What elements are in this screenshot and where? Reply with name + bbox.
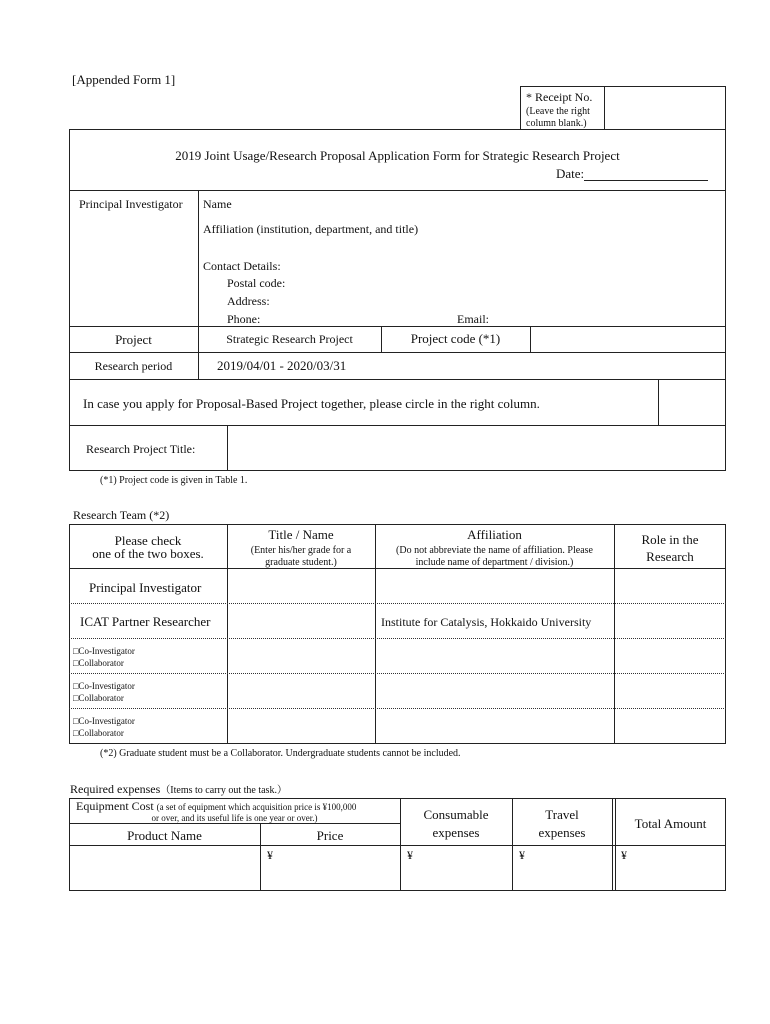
expenses-col-divider [615,798,616,891]
date-label: Date: [556,166,585,181]
title-name-note-2: graduate student.) [265,557,337,568]
consumable-yen-field[interactable]: ¥ [407,848,413,862]
receipt-divider [604,86,605,130]
price-yen-field[interactable]: ¥ [267,848,273,862]
affiliation-header: Affiliation [467,527,522,542]
pi-divider [198,190,199,326]
co-investigator-checkbox[interactable]: □Co-Investigator [73,681,135,691]
title-name-header: Title / Name [268,527,334,542]
team-row-pi-label: Principal Investigator [89,580,202,595]
project-code-label: Project code (*1) [410,331,501,346]
project-code-note: (*1) Project code is given in Table 1. [100,475,248,486]
check-header-1: Please check [114,533,182,548]
equipment-cost-header: Equipment Cost (a set of equipment which acquisition price is ¥100,000 [76,799,357,813]
role-header-2: Research [646,549,694,564]
row-divider [69,190,726,191]
row-divider [69,352,726,353]
research-team-heading: Research Team (*2) [73,508,170,522]
research-period-label: Research period [94,359,173,373]
equipment-cost-note: or over, and its useful life is one year or over.) [151,813,318,823]
total-yen-field[interactable]: ¥ [621,848,627,862]
project-divider [530,326,531,352]
row-divider [69,425,726,426]
check-header-2: one of the two boxes. [92,546,204,561]
project-label: Project [115,332,152,347]
role-header-1: Role in the [641,532,699,547]
date-line[interactable] [584,180,708,181]
travel-header-1: Travel [545,807,579,822]
equipment-divider [69,823,400,824]
receipt-label: * Receipt No. [526,90,593,104]
consumable-header-1: Consumable [423,807,489,822]
title-divider [227,425,228,471]
contact-details-label: Contact Details: [203,259,281,273]
team-row-divider [69,603,726,604]
appended-form-label: [Appended Form 1] [72,72,176,87]
travel-yen-field[interactable]: ¥ [519,848,525,862]
team-row-icat-label: ICAT Partner Researcher [80,614,211,629]
research-title-label: Research Project Title: [86,442,196,456]
collaborator-checkbox[interactable]: □Collaborator [73,728,124,738]
team-row-divider [69,673,726,674]
consumable-header-2: expenses [432,825,480,840]
email-field[interactable]: Email: [457,312,489,326]
expenses-row-divider [69,845,726,846]
pi-label: Principal Investigator [79,197,183,211]
proposal-based-text: In case you apply for Proposal-Based Project together, please circle in the right column. [83,396,540,411]
product-name-header: Product Name [127,828,202,843]
receipt-note-1: (Leave the right [526,106,590,117]
price-header: Price [316,828,344,843]
address-field[interactable]: Address: [227,294,270,308]
form-title: 2019 Joint Usage/Research Proposal Application Form for Strategic Research Project [175,148,620,163]
receipt-note-2: column blank.) [526,118,587,129]
research-period-value: 2019/04/01 - 2020/03/31 [217,358,347,373]
project-value: Strategic Research Project [226,332,353,346]
row-divider [69,326,726,327]
team-row-divider [69,708,726,709]
affiliation-note-1: (Do not abbreviate the name of affiliation. Please [396,545,593,556]
graduate-student-note: (*2) Graduate student must be a Collaborator. Undergraduate students cannot be included. [100,748,461,759]
row-divider [69,379,726,380]
title-name-note-1: (Enter his/her grade for a [250,545,352,556]
total-amount-header: Total Amount [634,816,707,831]
co-investigator-checkbox[interactable]: □Co-Investigator [73,646,135,656]
team-row-divider [69,568,726,569]
required-expenses-heading: Required expenses（Items to carry out the task.） [70,782,287,796]
affiliation-note-2: include name of department / division.) [415,557,574,568]
collaborator-checkbox[interactable]: □Collaborator [73,658,124,668]
postal-code-field[interactable]: Postal code: [227,276,286,290]
phone-field[interactable]: Phone: [227,312,261,326]
team-row-divider [69,638,726,639]
pi-name-field[interactable]: Name [203,197,232,211]
pi-affiliation-field[interactable]: Affiliation (institution, department, and title) [203,222,419,236]
travel-header-2: expenses [538,825,586,840]
proposal-divider [658,379,659,425]
period-divider [198,352,199,379]
co-investigator-checkbox[interactable]: □Co-Investigator [73,716,135,726]
collaborator-checkbox[interactable]: □Collaborator [73,693,124,703]
expenses-col-divider [612,798,613,891]
team-row-icat-affiliation: Institute for Catalysis, Hokkaido University [381,615,592,629]
